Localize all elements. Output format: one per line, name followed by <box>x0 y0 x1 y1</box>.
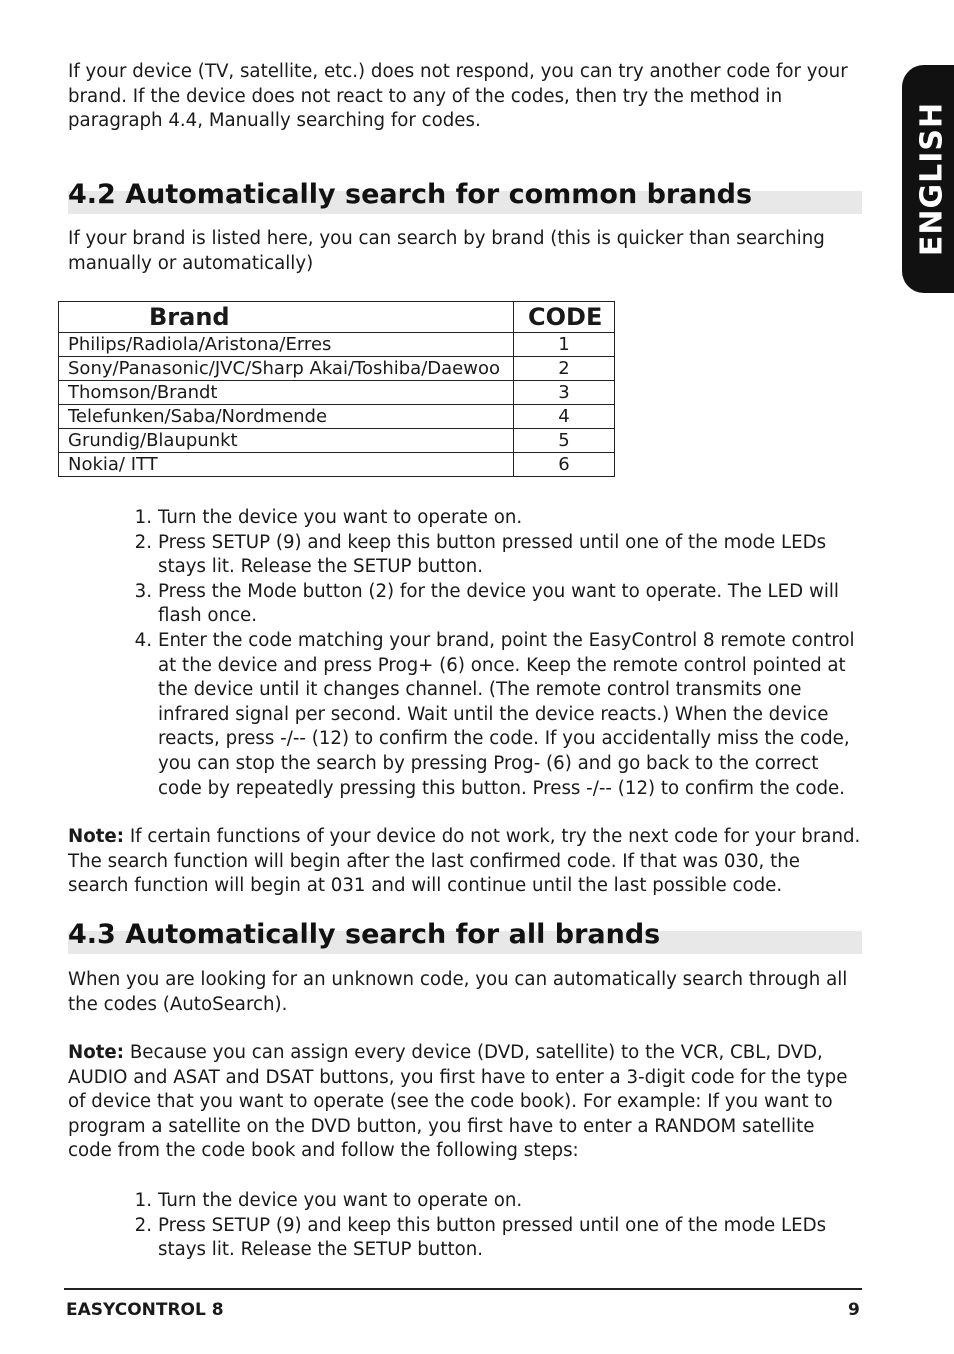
section-4-3-steps <box>134 1189 864 1263</box>
table-row <box>59 405 615 429</box>
brand-cell: Thomson/Brandt <box>59 381 514 405</box>
footer-divider <box>64 1288 862 1290</box>
brand-cell: Telefunken/Saba/Nordmende <box>59 405 514 429</box>
section-4-3-intro: When you are looking for an unknown code, you can automatically search through all the codes (AutoSearch). <box>68 969 848 1015</box>
step-number: 1. <box>134 507 152 528</box>
brand-cell: Nokia/ ITT <box>59 453 514 477</box>
step-text: Turn the device you want to operate on. <box>158 1190 523 1211</box>
language-tab-label: ENGLISH <box>914 101 950 257</box>
code-column-header: CODE <box>514 302 615 333</box>
table-header-row <box>59 302 615 333</box>
table-row <box>59 381 615 405</box>
code-cell: 2 <box>514 357 615 381</box>
section-4-2-steps <box>134 506 864 801</box>
footer-page-number: 9 <box>848 1300 860 1320</box>
list-item <box>134 580 864 629</box>
table-row <box>59 453 615 477</box>
brand-cell: Sony/Panasonic/JVC/Sharp Akai/Toshiba/Daewoo <box>59 357 514 381</box>
list-item <box>134 629 864 801</box>
brand-column-header: Brand <box>59 302 514 333</box>
note-label: Note: <box>68 826 125 847</box>
section-4-3-note <box>68 1041 863 1164</box>
list-item <box>134 1189 864 1214</box>
code-cell: 5 <box>514 429 615 453</box>
section-4-2-intro: If your brand is listed here, you can search by brand (this is quicker than searching manually or automatically) <box>68 228 825 274</box>
step-number: 4. <box>134 629 152 651</box>
step-number: 3. <box>134 580 152 602</box>
step-number: 1. <box>134 1190 152 1211</box>
step-number: 2. <box>134 531 152 553</box>
table-row <box>59 333 615 357</box>
list-item <box>134 506 864 531</box>
table-row <box>59 429 615 453</box>
code-cell: 3 <box>514 381 615 405</box>
code-cell: 6 <box>514 453 615 477</box>
list-item <box>134 1214 864 1263</box>
section-4-3-heading-bar <box>68 919 862 954</box>
language-tab <box>902 65 954 293</box>
footer-product-name: EASYCONTROL 8 <box>66 1300 224 1320</box>
section-4-2-note <box>68 825 863 899</box>
note-label: Note: <box>68 1042 125 1063</box>
brand-cell: Philips/Radiola/Aristona/Erres <box>59 333 514 357</box>
table-row <box>59 357 615 381</box>
brand-code-table <box>58 301 615 477</box>
section-4-2-heading: 4.2 Automatically search for common brands <box>68 179 753 210</box>
step-text: Enter the code matching your brand, point the EasyControl 8 remote control at the device and press Prog+ (6) once. Keep the remote control pointed at the device until it changes channel. (The remote control transmits one infrared signal per second. Wait until the device reacts.) When the device reacts, press -/-- (12) to confirm the code. If you accidentally miss the code, you can stop the search by pressing Prog- (6) and go back to the correct code by repeatedly pressing this button. Press -/-- (12) to confirm the code. <box>158 629 855 799</box>
step-text: Press the Mode button (2) for the device you want to operate. The LED will flash once. <box>158 580 839 627</box>
step-text: Press SETUP (9) and keep this button pressed until one of the mode LEDs stays lit. Release the SETUP button. <box>158 531 827 578</box>
step-text: Press SETUP (9) and keep this button pressed until one of the mode LEDs stays lit. Release the SETUP button. <box>158 1214 827 1261</box>
step-text: Turn the device you want to operate on. <box>158 507 523 528</box>
code-cell: 4 <box>514 405 615 429</box>
intro-paragraph: If your device (TV, satellite, etc.) does not respond, you can try another code for your brand. If the device does not react to any of the codes, then try the method in paragraph 4.4, Manually searching for codes. <box>68 61 848 132</box>
note-text: Because you can assign every device (DVD, satellite) to the VCR, CBL, DVD, AUDIO and ASAT and DSAT buttons, you first have to enter a 3-digit code for the type of device that you want to operate (see the code book). For example: If you want to program a satellite on the DVD button, you first have to enter a RANDOM satellite code from the code book and follow the following steps: <box>68 1042 848 1162</box>
list-item <box>134 531 864 580</box>
brand-cell: Grundig/Blaupunkt <box>59 429 514 453</box>
code-cell: 1 <box>514 333 615 357</box>
note-text: If certain functions of your device do not work, try the next code for your brand. The search function will begin after the last confirmed code. If that was 030, the search function will begin at 031 and will continue until the last possible code. <box>68 826 861 897</box>
section-4-3-heading: 4.3 Automatically search for all brands <box>68 919 661 950</box>
section-4-2-heading-bar <box>68 179 862 214</box>
step-number: 2. <box>134 1214 152 1236</box>
